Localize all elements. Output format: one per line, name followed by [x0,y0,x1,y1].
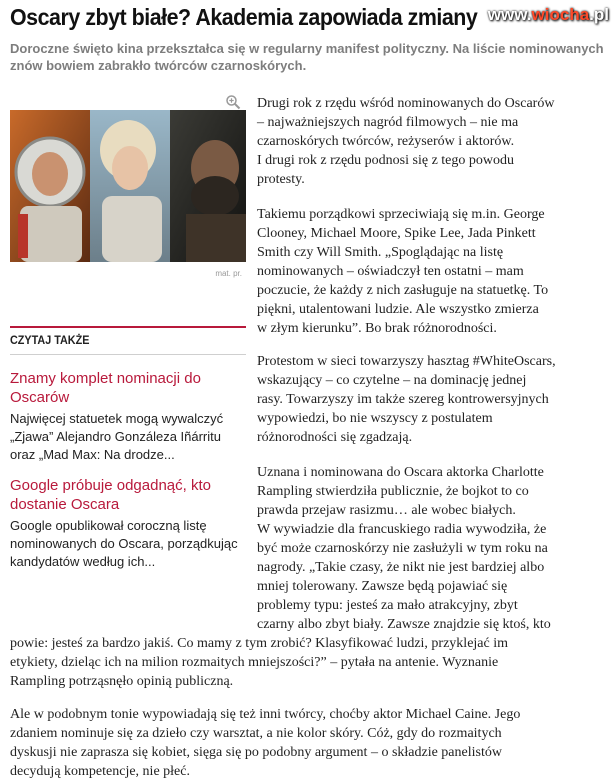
photo-credit: mat. pr. [215,269,242,278]
article-line: w złym kierunku”. Bo brak różnorodności. [257,321,497,336]
related-item-link[interactable]: Znamy komplet nominacji do Oscarów [10,370,201,406]
article-line: wypowiedzi, bo nie wszyscy z postulatem [257,411,493,426]
article-line: Rampling potrząsnęło opinią publiczną. [10,674,234,689]
article-line: dyskusji nie zaprasza się kobiet, sięga się po podobny argument – o składzie panelistów [10,745,502,760]
article-line: rasy. Towarzyszy im także szereg kontrowersyjnych [257,392,549,407]
article-photo-box [10,94,246,284]
article-line: decydują kompetencje, nie płeć. [10,764,190,779]
zoom-in-icon[interactable] [225,94,241,110]
article-line: W wywiadzie dla francuskiego radia wywodziła, że [257,522,547,537]
watermark-prefix: www. [487,5,532,24]
article-line: poczucie, że każdy z nich zasługuje na statuetkę. To [257,283,549,298]
related-item-desc: Google opublikował coroczną listę nominowanych do Oscara, porządkując kandydatów według ich... [10,518,238,569]
article-line: Protestom w sieci towarzyszy hasztag #WhiteOscars, [257,354,556,369]
article-line: protesty. [257,172,305,187]
article-line: Clooney, Michael Moore, Spike Lee, Jada Pinkett [257,226,536,241]
article-line: czarny albo zbyt biały. Zawsze znajdzie się ktoś, kto [257,617,551,632]
related-section-label: CZYTAJ TAKŻE [10,333,90,347]
related-item-link[interactable]: Google próbuje odgadnąć, kto dostanie Oscara [10,477,211,513]
article-line: Ale w podobnym tonie wypowiadają się też inni twórcy, choćby aktor Michael Caine. Jego [10,707,521,722]
article-line: Drugi rok z rzędu wśród nominowanych do Oscarów [257,96,555,111]
article-line: różnorodności się zgadzają. [257,430,413,445]
related-divider-accent [10,326,246,328]
article-line: I drugi rok z rzędu podnosi się z tego powodu [257,153,514,168]
article-paragraph [10,705,610,781]
article-line: Rampling stwierdziła publicznie, że bojkot to co [257,484,529,499]
article-line: nagrody. „Takie czasy, że nikt nie jest bardziej albo [257,560,545,575]
watermark-logo [488,2,609,28]
related-item [10,476,246,571]
related-item [10,369,246,464]
watermark-suffix: .pl [589,5,609,24]
article-paragraph [257,463,609,634]
article-line: nominowanych – oświadczył ten ostatni – mam [257,264,524,279]
article-headline: Oscary zbyt białe? Akademia zapowiada zmiany [10,4,478,30]
article-line: prawda przejaw rasizmu… ale wobec białych. [257,503,516,518]
article-line: piękni, utalentowani ludzie. Ale wszystko zmierza [257,302,539,317]
movie-stills-collage [10,110,246,262]
article-line: problemy typu: jesteś za mało atrakcyjny, zbyt [257,598,518,613]
article-paragraph [10,634,610,691]
article-line: Uznana i nominowana do Oscara aktorka Charlotte [257,465,544,480]
article-paragraph [257,205,609,338]
article-line: powie: jesteś za bardzo jakiś. Co mamy z tym zrobić? Klasyfikować ludzi, przyklejać im [10,636,509,651]
article-line: wskazujący – co czytelne – na dominację jednej [257,373,527,388]
article-line: zdaniem nominuje się za dzieło czy warsztat, a nie kolor skóry. Cóż, gdy do rozmaitych [10,726,502,741]
article-line: mniej tolerowany. Zawsze będą pojawiać się [257,579,508,594]
article-line: Smith czy Will Smith. „Spoglądając na listę [257,245,504,260]
article-line: czarnoskórych twórców, reżyserów i aktorów. [257,134,515,149]
article-line: etykiety, dzieląc ich na milion rozmaitych mniejszości?” – pytała na antenie. Wyznanie [10,655,499,670]
article-line: Takiemu porządkowi sprzeciwiają się m.in. George [257,207,545,222]
watermark-brand: wiocha [531,5,590,24]
article-paragraph [257,94,609,189]
article-photo[interactable] [10,110,246,262]
article-line: być może czarnoskórzy nie zasłużyli w tym roku na [257,541,548,556]
related-item-desc: Najwięcej statuetek mogą wywalczyć „Zjawa” Alejandro Gonzáleza Iñárritu oraz „Mad Max: Na drodze... [10,411,224,462]
article-lead: Doroczne święto kina przekształca się w regularny manifest polityczny. Na liście nominowanych znów bowiem zabrakło twórców czarnoskórych. [10,41,604,73]
related-divider [10,354,246,355]
article-paragraph [257,352,609,447]
article-line: – najważniejszych nagród filmowych – nie ma [257,115,519,130]
